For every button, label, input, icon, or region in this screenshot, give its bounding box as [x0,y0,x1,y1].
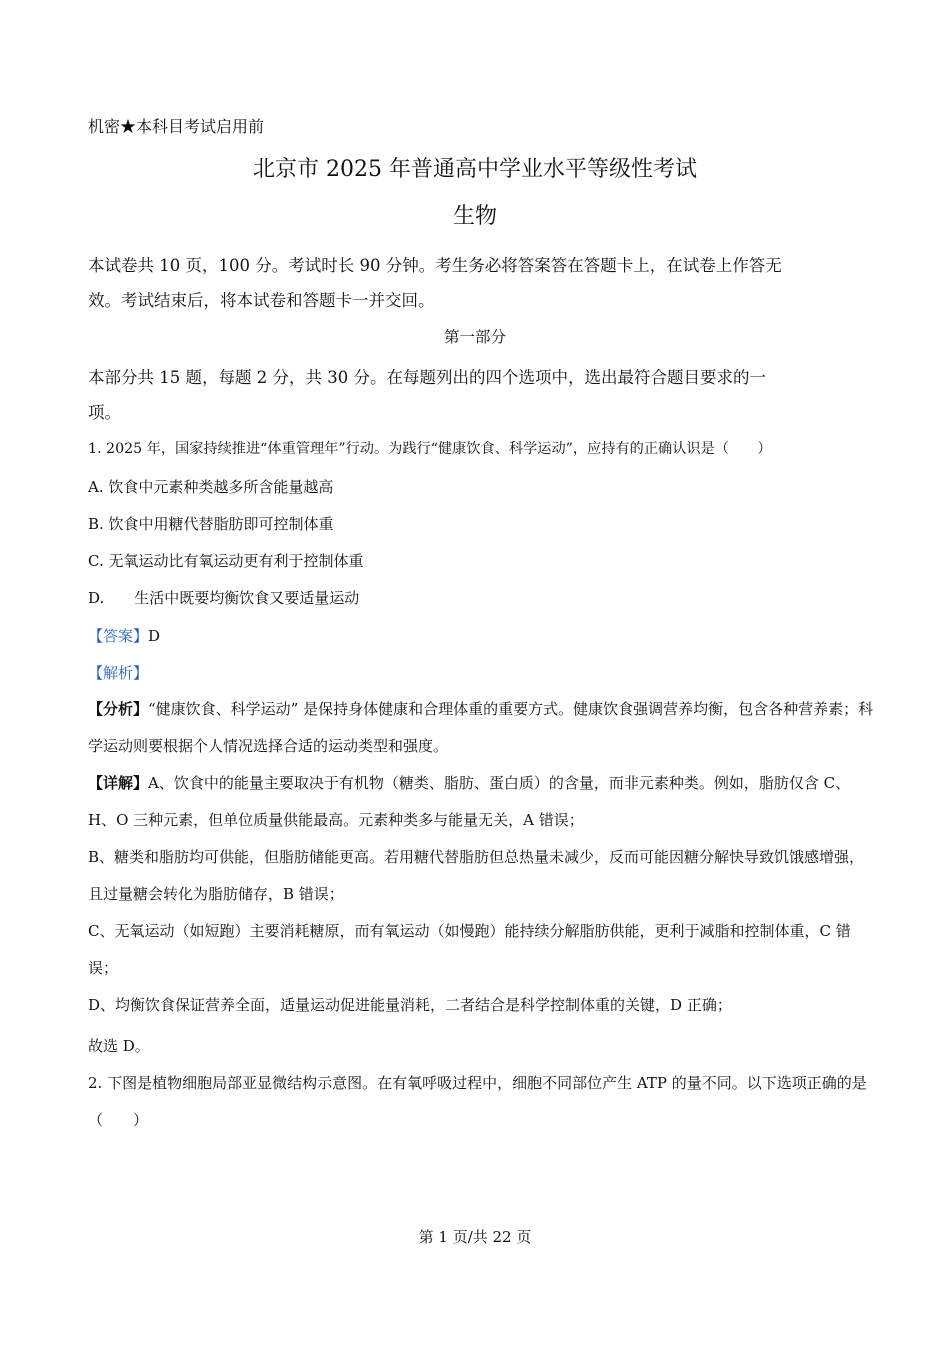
subject-title: 生物 [452,204,497,229]
confidential-label: 机密★本科目考试启用前 [88,117,265,136]
conclusion: 故选 D。 [88,1037,150,1055]
question-1-option-d: D. 生活中既要均衡饮食又要适量运动 [88,589,360,607]
detail-d-paragraph: D、均衡饮食保证营养全面，适量运动促进能量消耗，二者结合是科学控制体重的关键，D 正确； [88,996,732,1014]
question-1-option-c: C. 无氧运动比有氧运动更有利于控制体重 [88,552,364,570]
question-1-stem: 1. 2025 年，国家持续推进“体重管理年”行动。为践行“健康饮食、科学运动”，应持有的正确认识是（ ） [88,441,772,457]
part-description-line2: 项。 [88,403,121,422]
analysis-tag: 【解析】 [88,664,149,682]
detail-c-paragraph: C、无氧运动（如短跑）主要消耗糖原，而有氧运动（如慢跑）能持续分解脂肪供能，更利于减脂和控制体重，C 错误； [88,922,851,977]
page-footer: 第 1 页/共 22 页 [418,1228,532,1246]
fenxi-text: “健康饮食、科学运动” 是保持身体健康和合理体重的重要方式。健康饮食强调营养均衡，包含各种营养素；科学运动则要根据个人情况选择合适的运动类型和强度。 [88,700,874,755]
fenxi-paragraph [88,691,878,765]
instructions-line2: 效。考试结束后，将本试卷和答题卡一并交回。 [88,291,435,310]
exam-title: 北京市 2025 年普通高中学业水平等级性考试 [253,157,697,182]
question-1-option-a: A. 饮食中元素种类越多所含能量越高 [88,478,334,496]
xiangjie-paragraph [88,765,878,839]
question-2-stem: 2. 下图是植物细胞局部亚显微结构示意图。在有氧呼吸过程中，细胞不同部位产生 ATP 的量不同。以下选项正确的是（ ） [88,1074,867,1129]
part-description-line1: 本部分共 15 题，每题 2 分，共 30 分。在每题列出的四个选项中，选出最符合题目要求的一 [88,368,766,387]
xiangjie-text: A、饮食中的能量主要取决于有机物（糖类、脂肪、蛋白质）的含量，而非元素种类。例如，脂肪仅含 C、H、O 三种元素，但单位质量供能最高。元素种类多与能量无关，A 错误； [88,774,851,829]
answer-tag: 【答案】 [88,627,149,645]
answer-line [88,625,160,646]
detail-b-paragraph: B、糖类和脂肪均可供能，但脂肪储能更高。若用糖代替脂肪但总热量未减少，反而可能因糖分解快导致饥饿感增强，且过量糖会转化为脂肪储存，B 错误； [88,848,865,903]
instructions-line1: 本试卷共 10 页，100 分。考试时长 90 分钟。考生务必将答案答在答题卡上，在试卷上作答无 [88,256,782,275]
question-1-option-b: B. 饮食中用糖代替脂肪即可控制体重 [88,515,334,533]
fenxi-tag: 【分析】 [88,700,149,718]
part-heading: 第一部分 [443,328,506,346]
answer-value: D [148,627,161,645]
xiangjie-tag: 【详解】 [88,774,149,792]
